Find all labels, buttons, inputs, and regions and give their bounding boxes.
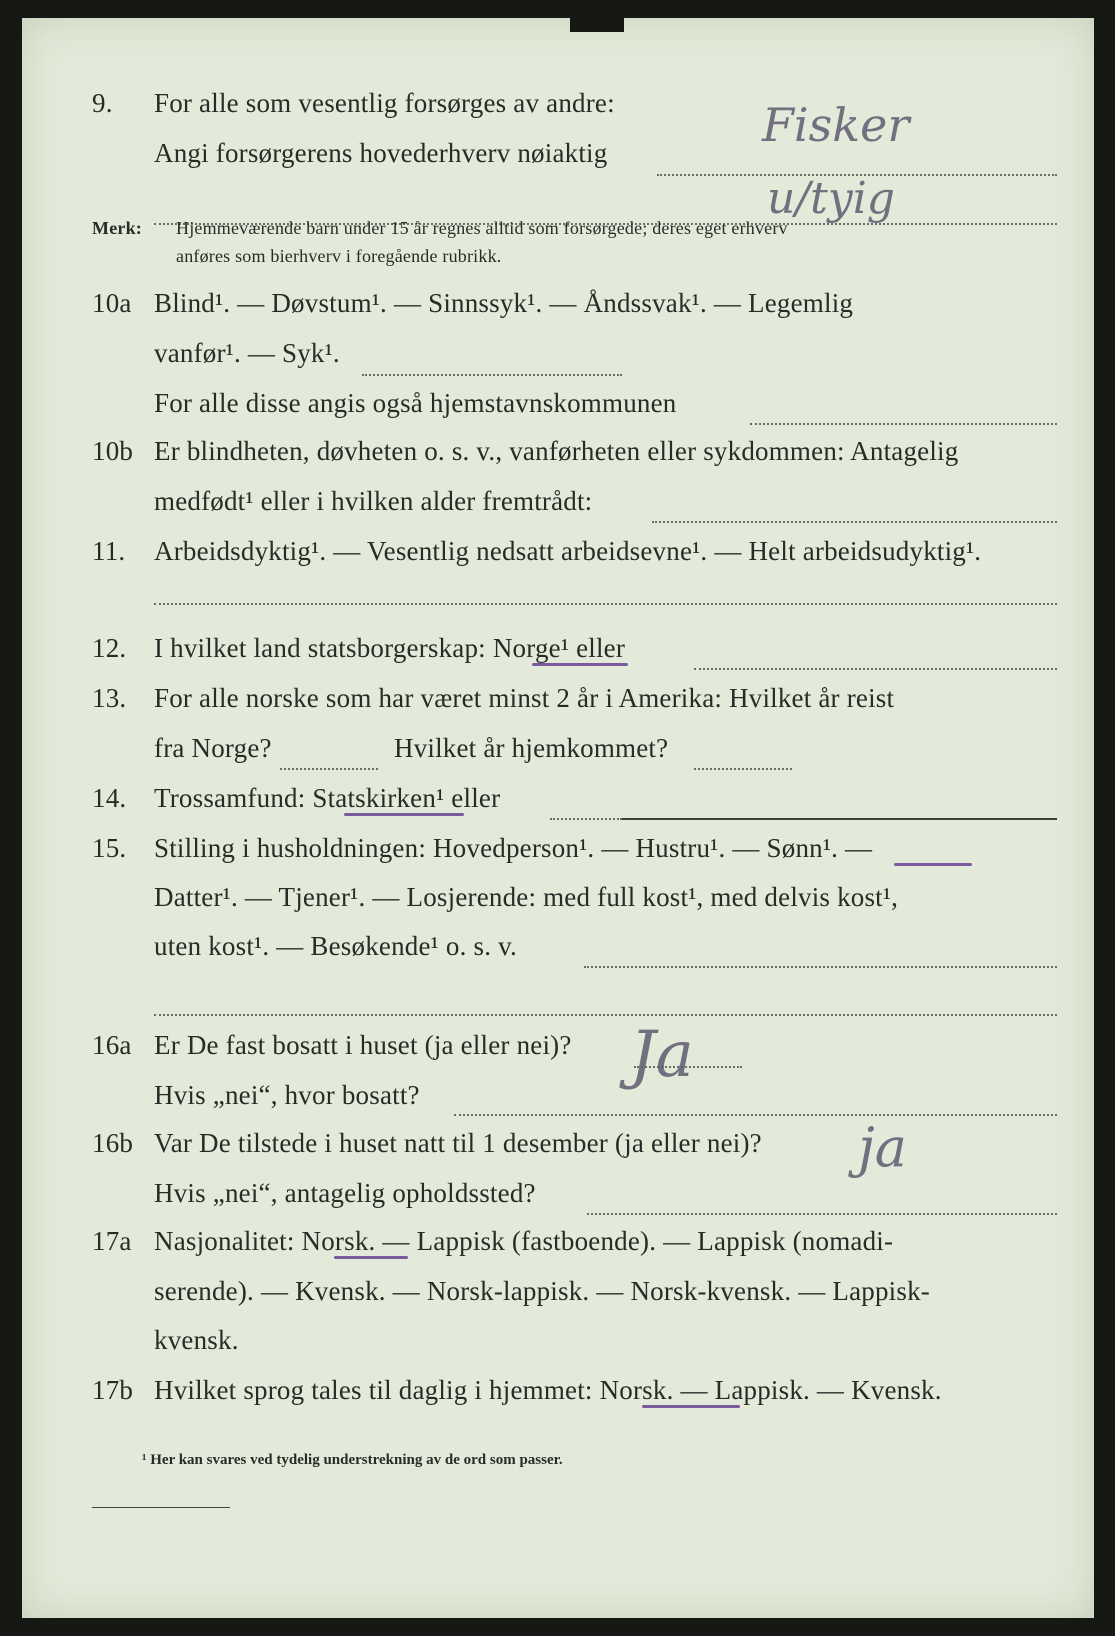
- question-text: Hvis „nei“, antagelig opholdssted?: [154, 1178, 536, 1208]
- underline-mark: [532, 663, 628, 666]
- question-number: 12.: [92, 633, 127, 663]
- handwritten-answer: Fisker: [762, 98, 910, 152]
- question-text: Datter¹. — Tjener¹. — Losjerende: med full kost¹, med delvis kost¹,: [154, 882, 899, 912]
- answer-line: [154, 603, 1057, 605]
- question-text: For alle som vesentlig forsørges av andre:: [154, 88, 615, 118]
- answer-line: [652, 521, 1057, 523]
- answer-line: [750, 423, 1057, 425]
- question-text: Er De fast bosatt i huset (ja eller nei)?: [154, 1030, 572, 1060]
- answer-line: [550, 818, 622, 820]
- underline-mark: [334, 1256, 408, 1259]
- census-form-page: [22, 18, 1094, 1618]
- question-number: 10a: [92, 288, 132, 318]
- question-number: 10b: [92, 436, 134, 466]
- answer-line: [694, 768, 792, 770]
- note-text: Hjemmeværende barn under 15 år regnes alltid som forsørgede; deres eget erhverv: [176, 218, 788, 238]
- answer-line: [362, 374, 622, 376]
- question-number: 17a: [92, 1226, 132, 1256]
- question-text: Arbeidsdyktig¹. — Vesentlig nedsatt arbeidsevne¹. — Helt arbeidsudyktig¹.: [154, 536, 982, 566]
- question-text: I hvilket land statsborgerskap: Norge¹ eller: [154, 633, 626, 663]
- question-number: 13.: [92, 683, 127, 713]
- answer-line: [694, 668, 1057, 670]
- question-text: Trossamfund: Statskirken¹ eller: [154, 783, 501, 813]
- question-text: Angi forsørgerens hovederhverv nøiaktig: [154, 138, 608, 168]
- answer-line: [587, 1213, 1057, 1215]
- question-text: For alle norske som har været minst 2 år i Amerika: Hvilket år reist: [154, 683, 895, 713]
- question-text: uten kost¹. — Besøkende¹ o. s. v.: [154, 931, 518, 961]
- underline-mark: [642, 1405, 740, 1408]
- question-text: Hvis „nei“, hvor bosatt?: [154, 1080, 420, 1110]
- question-text: Blind¹. — Døvstum¹. — Sinnssyk¹. — Åndssvak¹. — Legemlig: [154, 288, 854, 318]
- question-text: serende). — Kvensk. — Norsk-lappisk. — Norsk-kvensk. — Lappisk-: [154, 1276, 930, 1306]
- question-text: kvensk.: [154, 1325, 239, 1355]
- answer-line: [280, 768, 378, 770]
- question-text: vanfør¹. — Syk¹.: [154, 338, 340, 368]
- question-number: 17b: [92, 1375, 134, 1405]
- question-text: Var De tilstede i huset natt til 1 desember (ja eller nei)?: [154, 1128, 762, 1158]
- question-number: 9.: [92, 88, 113, 118]
- answer-line: [622, 818, 1057, 820]
- note-text: anføres som bierhverv i foregående rubrikk.: [176, 246, 502, 266]
- question-text: For alle disse angis også hjemstavnskommunen: [154, 388, 677, 418]
- underline-mark: [894, 863, 972, 866]
- handwritten-answer: u/tyig: [767, 173, 895, 224]
- page-tab: [570, 18, 624, 32]
- question-number: 11.: [92, 536, 126, 566]
- question-text: fra Norge?: [154, 733, 272, 763]
- question-text: Hvilket år hjemkommet?: [394, 733, 669, 763]
- note-label: Merk:: [92, 218, 142, 238]
- question-text: medfødt¹ eller i hvilken alder fremtrådt:: [154, 486, 593, 516]
- handwritten-answer: Ja: [630, 1018, 694, 1092]
- question-number: 16b: [92, 1128, 134, 1158]
- question-number: 15.: [92, 833, 127, 863]
- question-number: 16a: [92, 1030, 132, 1060]
- answer-line: [154, 1014, 1057, 1016]
- question-text: Nasjonalitet: Norsk. — Lappisk (fastboende). — Lappisk (nomadi-: [154, 1226, 894, 1256]
- handwritten-answer: ja: [858, 1116, 907, 1179]
- answer-line: [454, 1114, 1057, 1116]
- question-text: Er blindheten, døvheten o. s. v., vanførheten eller sykdommen: Antagelig: [154, 436, 959, 466]
- underline-mark: [344, 813, 464, 816]
- question-text: Stilling i husholdningen: Hovedperson¹. — Hustru¹. — Sønn¹. —: [154, 833, 873, 863]
- footnote: ¹ Her kan svares ved tydelig understrekning av de ord som passer.: [142, 1452, 563, 1468]
- answer-line: [584, 966, 1057, 968]
- question-text: Hvilket sprog tales til daglig i hjemmet: Norsk. — Lappisk. — Kvensk.: [154, 1375, 942, 1405]
- question-number: 14.: [92, 783, 127, 813]
- footnote-rule: [92, 1507, 230, 1508]
